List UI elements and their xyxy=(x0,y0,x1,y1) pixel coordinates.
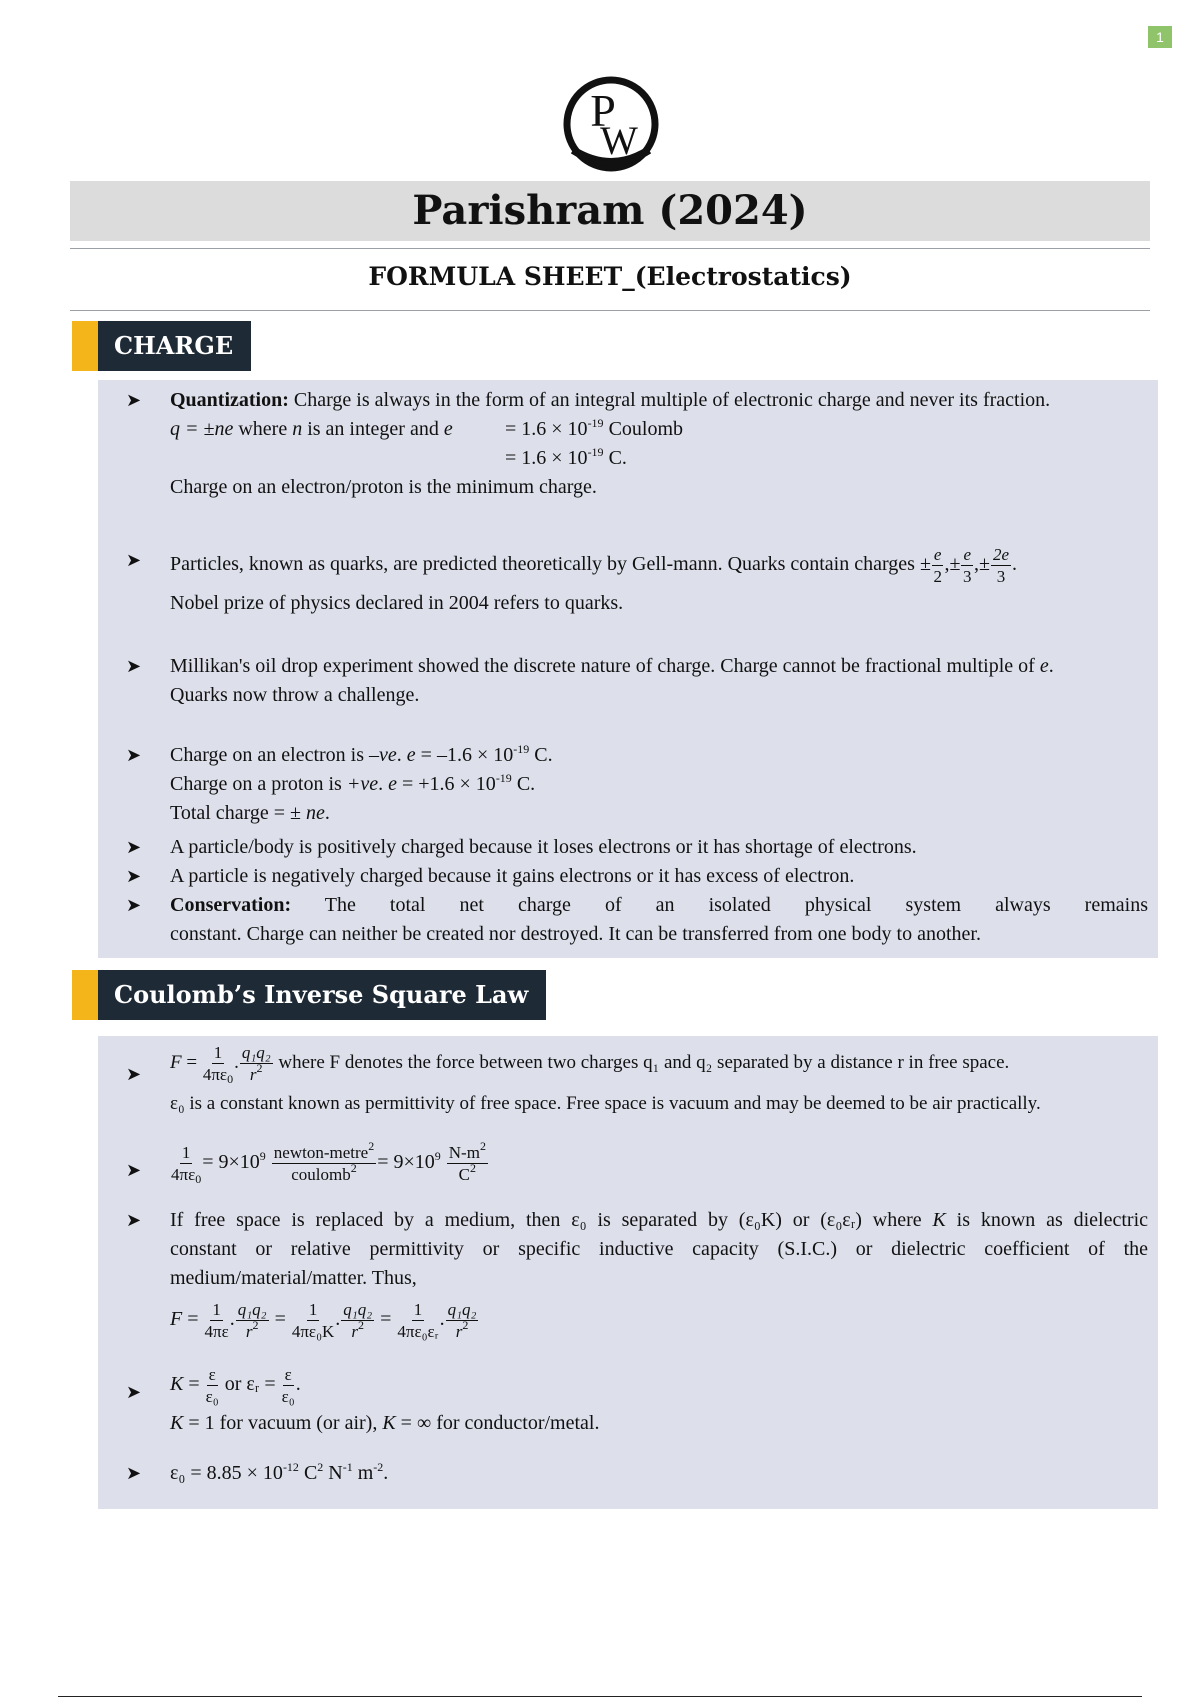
bullet-arrow-icon: ➤ xyxy=(126,1210,142,1230)
section-heading-label: CHARGE xyxy=(98,321,251,371)
nobel-text: Nobel prize of physics declared in 2004 refers to quarks. xyxy=(170,592,624,614)
heading-accent-bar xyxy=(72,321,98,371)
permittivity-text: ε₀ is a constant known as permittivity of free space. Free space is vacuum and may be deemed to be air practically. xyxy=(170,1093,1041,1114)
page-subtitle: FORMULA SHEET_(Electrostatics) xyxy=(368,262,852,291)
conservation-text: Conservation: The total net charge of an isolated physical system always remains xyxy=(170,894,1148,916)
divider xyxy=(70,248,1150,249)
bullet-arrow-icon: ➤ xyxy=(126,866,142,886)
pw-logo xyxy=(563,74,659,178)
total-charge: Total charge = ± ne. xyxy=(170,802,330,824)
epsilon-zero-value: $\varepsilon_0 = 8.85 \times 10^{-12}$ $C^2$ $N^{-1}$ $m^{-2}$. xyxy=(170,1460,389,1484)
bullet-arrow-icon: ➤ xyxy=(126,550,142,570)
page-title: Parishram (2024) xyxy=(70,181,1150,241)
medium-text: If free space is replaced by a medium, then ε₀ is separated by (ε₀K) or (ε₀εᵣ) where K is known as dielectric xyxy=(170,1209,1149,1231)
bullet-arrow-icon: ➤ xyxy=(126,1160,142,1180)
section-heading-coulomb xyxy=(72,970,546,1020)
electron-charge: Charge on an electron is –ve. $e = -1.6 \times 10^{-19}$ C. xyxy=(170,742,553,766)
quarks-text: Particles, known as quarks, are predicted theoretically by Gell-mann. Quarks contain charges ± $\frac{e}{2}$ ,± $\frac{e}{3}$ ,± $\frac{2e}{3}$ . xyxy=(170,545,1018,586)
heading-accent-bar xyxy=(72,970,98,1020)
min-charge-text: Charge on an electron/proton is the minimum charge. xyxy=(170,476,597,498)
bullet-arrow-icon: ➤ xyxy=(126,895,142,915)
charge-equation: q = ±ne where n is an integer and e = $1.6 \times 10^{-19}$ Coulomb xyxy=(170,416,684,440)
conservation-text-2: constant. Charge can neither be created nor destroyed. It can be transferred from one body to another. xyxy=(170,923,981,945)
divider xyxy=(70,310,1150,311)
logo-letter-p: P xyxy=(590,85,616,136)
negative-charge-text: A particle is negatively charged because it gains electrons or it has excess of electron. xyxy=(170,865,855,887)
section-heading-label: Coulomb’s Inverse Square Law xyxy=(98,970,546,1020)
dielectric-values: K = 1 for vacuum (or air), K = ∞ for conductor/metal. xyxy=(170,1412,600,1434)
medium-text-3: medium/material/matter. Thus, xyxy=(170,1267,417,1289)
millikan-text: Millikan's oil drop experiment showed the discrete nature of charge. Charge cannot be fractional multiple of e. xyxy=(170,655,1054,677)
bullet-arrow-icon: ➤ xyxy=(126,745,142,765)
positive-charge-text: A particle/body is positively charged because it loses electrons or it has shortage of electrons. xyxy=(170,836,917,858)
bullet-arrow-icon: ➤ xyxy=(126,1463,142,1483)
charge-panel xyxy=(98,380,1158,958)
millikan-text-2: Quarks now throw a challenge. xyxy=(170,684,420,706)
coulomb-force-formula: F = $\frac{1}{4\pi\varepsilon_0}$ . $\frac{\text{q₁q₂}}{r^2}$ where F denotes the force between two charges q₁ and q₂ separated by a distance r in free space. xyxy=(170,1043,1010,1086)
bullet-arrow-icon: ➤ xyxy=(126,390,142,410)
charge-equation-line2: = $1.6 \times 10^{-19}$ C. xyxy=(505,445,627,469)
medium-text-2: constant or relative permittivity or specific inductive capacity (S.I.C.) or dielectric coefficient of the xyxy=(170,1238,1148,1260)
quantization-label: Quantization: xyxy=(170,389,289,411)
bullet-arrow-icon: ➤ xyxy=(126,837,142,857)
medium-force-formula: F = $\frac{1}{4\pi\varepsilon}$ . $\frac{\text{q₁q₂}}{r^2}$ = $\frac{1}{\text{4πε₀K}}$ . $\frac{\text{q₁q₂}}{r^2}$ = $\frac{1}{\text{4πε₀εᵣ}}$ . $\frac{\text{q₁q₂}}{r^2}$ xyxy=(170,1300,477,1341)
bullet-arrow-icon: ➤ xyxy=(126,1382,142,1402)
quantization-text: Charge is always in the form of an integral multiple of electronic charge and never its fraction. xyxy=(288,389,1051,411)
section-heading-charge xyxy=(72,321,251,371)
proton-charge: Charge on a proton is +ve. $e = +1.6 \times 10^{-19}$ C. xyxy=(170,771,536,795)
logo-letter-w: W xyxy=(600,118,638,163)
dielectric-formula: K = $\frac{\varepsilon}{\text{ε₀}}$ or εᵣ = $\frac{\varepsilon}{\text{ε₀}}$ . xyxy=(170,1365,301,1406)
footer-divider xyxy=(58,1696,1142,1697)
page-number: 1 xyxy=(1148,26,1172,48)
coulomb-panel xyxy=(98,1036,1158,1509)
bullet-arrow-icon: ➤ xyxy=(126,1064,142,1084)
bullet-arrow-icon: ➤ xyxy=(126,656,142,676)
coulomb-constant-formula: $\frac{1}{4\pi\varepsilon_0}$ = $9\times 10^9$ $\frac{newton-metre^2}{coulomb^2}$ = $9\times 10^9$ $\frac{N-m^2}{C^2}$ xyxy=(171,1139,486,1186)
